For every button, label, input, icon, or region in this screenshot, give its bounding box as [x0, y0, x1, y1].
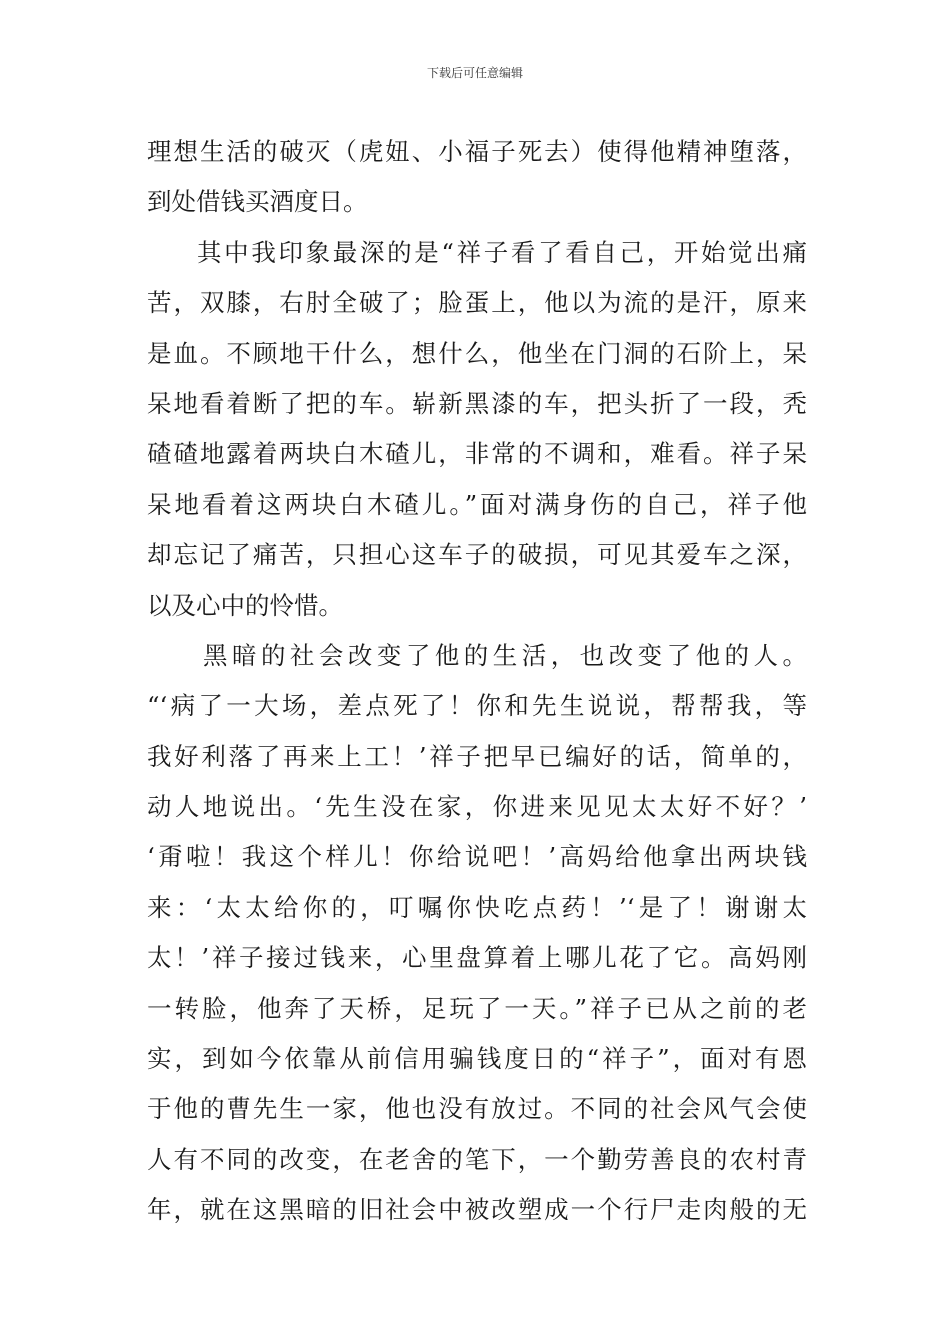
text-line: 太！’祥子接过钱来，心里盘算着上哪儿花了它。高妈刚 — [147, 943, 807, 973]
text-line: 动人地说出。‘先生没在家，你进来见见太太好不好？’ — [147, 792, 807, 822]
document-body — [147, 127, 807, 1236]
text-line: 到处借钱买酒度日。 — [147, 187, 368, 217]
page-header: 下载后可任意编辑 — [426, 66, 523, 80]
text-line: 其中我印象最深的是“祥子看了看自己，开始觉出痛 — [197, 237, 807, 267]
text-line: 黑暗的社会改变了他的生活，也改变了他的人。 — [203, 640, 807, 670]
text-line: “‘病了一大场，差点死了！你和先生说说，帮帮我，等 — [147, 691, 807, 721]
text-line: 一转脸，他奔了天桥，足玩了一天。”祥子已从之前的老 — [147, 993, 807, 1023]
text-line: 实，到如今依靠从前信用骗钱度日的“祥子”，面对有恩 — [147, 1044, 807, 1074]
text-line: 碴碴地露着两块白木碴儿，非常的不调和，难看。祥子呆 — [147, 439, 807, 469]
text-line: 理想生活的破灭（虎妞、小福子死去）使得他精神堕落， — [147, 137, 807, 166]
text-line: 以及心中的怜惜。 — [147, 590, 343, 620]
text-line: 却忘记了痛苦，只担心这车子的破损，可见其爱车之深， — [147, 540, 807, 570]
text-line: 呆地看着这两块白木碴儿。”面对满身伤的自己，祥子他 — [147, 489, 807, 519]
text-line: 是血。不顾地干什么，想什么，他坐在门洞的石阶上，呆 — [147, 338, 807, 368]
text-line: ‘甭啦！我这个样儿！你给说吧！’高妈给他拿出两块钱 — [147, 842, 807, 872]
text-line: 年，就在这黑暗的旧社会中被改塑成一个行尸走肉般的无 — [147, 1195, 807, 1225]
text-line: 呆地看着断了把的车。崭新黑漆的车，把头折了一段，秃 — [147, 388, 807, 418]
text-line: 于他的曹先生一家，他也没有放过。不同的社会风气会使 — [147, 1094, 807, 1124]
text-line: 人有不同的改变，在老舍的笔下，一个勤劳善良的农村青 — [147, 1144, 807, 1174]
text-line: 我好利落了再来上工！’祥子把早已编好的话，简单的， — [147, 741, 807, 771]
text-line: 来：‘太太给你的，叮嘱你快吃点药！’‘是了！谢谢太 — [147, 892, 807, 922]
text-line: 苦，双膝，右肘全破了；脸蛋上，他以为流的是汗，原来 — [147, 288, 807, 318]
